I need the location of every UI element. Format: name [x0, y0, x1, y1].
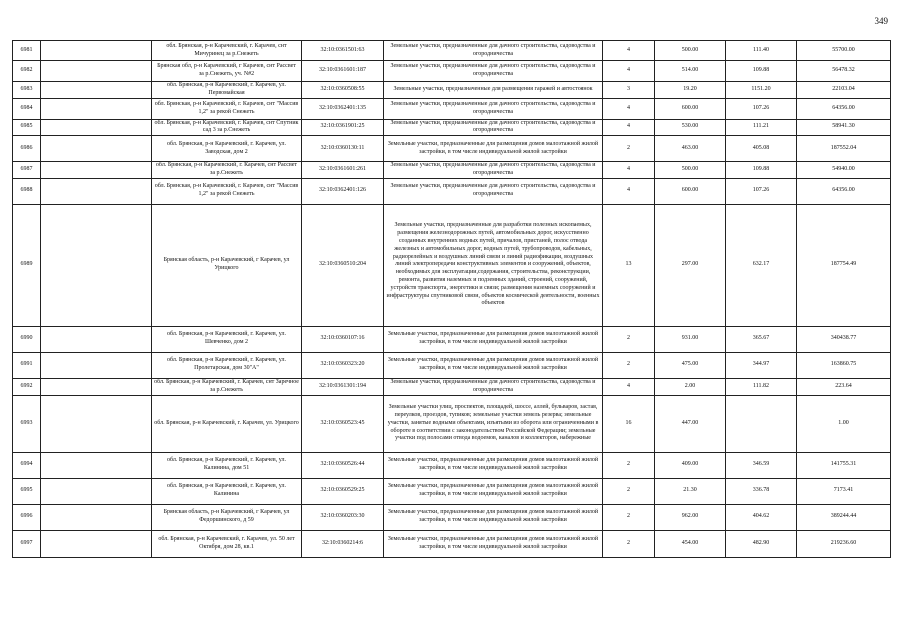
cadastral-number-cell: 32:10:0360130:11 [302, 136, 384, 162]
address-cell: обл. Брянская, р-н Карачевский, г. Карачев, ул. Калинина [152, 478, 302, 504]
cadastral-number-cell: 32:10:0361601:187 [302, 61, 384, 82]
table-row [13, 162, 891, 179]
row-number: 6987 [13, 162, 41, 179]
address-cell: обл. Брянская, р-н Карачевский, г. Карачев, снт "Массив 1,2" за рекой Снежеть [152, 178, 302, 204]
cadastral-value-cell: 7173.41 [797, 478, 891, 504]
specific-value-cell: 365.67 [726, 326, 797, 352]
address-cell: обл. Брянская, р-н Карачевский, г. Карачев, ул. Первомайская [152, 82, 302, 99]
spacer-cell [41, 378, 152, 395]
area-cell: 447.00 [655, 395, 726, 452]
row-number: 6984 [13, 98, 41, 119]
page-number: 349 [874, 16, 888, 26]
area-cell: 463.00 [655, 136, 726, 162]
cadastral-value-cell: 56478.32 [797, 61, 891, 82]
use-group-cell: 13 [603, 204, 655, 326]
land-use-description-cell: Земельные участки, предназначенные для дачного строительства, садоводства и огородничества [384, 162, 603, 179]
specific-value-cell: 107.26 [726, 98, 797, 119]
table-row [13, 178, 891, 204]
specific-value-cell: 336.78 [726, 478, 797, 504]
address-cell: обл. Брянская, р-н Карачевский, г. Карачев, ул. Урицкого [152, 395, 302, 452]
cadastral-value-cell: 187754.49 [797, 204, 891, 326]
table-row [13, 98, 891, 119]
area-cell: 530.00 [655, 119, 726, 136]
use-group-cell: 4 [603, 61, 655, 82]
cadastral-value-cell: 340438.77 [797, 326, 891, 352]
cadastral-number-cell: 32:10:0361601:261 [302, 162, 384, 179]
land-use-description-cell: Земельные участки, предназначенные для размещения домов малоэтажной жилой застройки, в том числе индивидуальной жилой застройки [384, 326, 603, 352]
table-row [13, 82, 891, 99]
cadastral-number-cell: 32:10:0360323:20 [302, 352, 384, 378]
specific-value-cell: 632.17 [726, 204, 797, 326]
table-row [13, 478, 891, 504]
row-number: 6993 [13, 395, 41, 452]
address-cell: обл. Брянская, р-н Карачевский, г. Карачев, снт Рассвет за р.Снежеть [152, 162, 302, 179]
area-cell: 2.00 [655, 378, 726, 395]
table-row [13, 395, 891, 452]
land-use-description-cell: Земельные участки, предназначенные для дачного строительства, садоводства и огородничества [384, 378, 603, 395]
spacer-cell [41, 452, 152, 478]
land-use-description-cell: Земельные участки, предназначенные для дачного строительства, садоводства и огородничества [384, 41, 603, 61]
row-number: 6990 [13, 326, 41, 352]
cadastral-number-cell: 32:10:0361901:25 [302, 119, 384, 136]
area-cell: 600.00 [655, 178, 726, 204]
cadastral-number-cell: 32:10:0362401:126 [302, 178, 384, 204]
land-use-description-cell: Земельные участки, предназначенные для размещения домов малоэтажной жилой застройки, в том числе индивидуальной жилой застройки [384, 452, 603, 478]
cadastral-number-cell: 32:10:0360203:30 [302, 504, 384, 530]
land-use-description-cell: Земельные участки, предназначенные для размещения гаражей и автостоянок [384, 82, 603, 99]
address-cell: Брянская область, р-н Карачевский, г Карачев, ул Урицкого [152, 204, 302, 326]
cadastral-value-cell: 163860.75 [797, 352, 891, 378]
row-number: 6981 [13, 41, 41, 61]
area-cell: 514.00 [655, 61, 726, 82]
cadastral-number-cell: 32:10:0360529:25 [302, 478, 384, 504]
land-use-description-cell: Земельные участки, предназначенные для дачного строительства, садоводства и огородничества [384, 119, 603, 136]
land-use-description-cell: Земельные участки, предназначенные для разработки полезных ископаемых, размещения железнодорожных путей, автомобильных дорог, искусственно созданных внутренних водных путей, причалов, пристаней, полос отвода железных и автомобильных дорог, водных путей, трубопроводов, кабельных, радиорелейных и воздушных линий связи и линий радиофикации, воздушных линий электропередачи конструктивных элементов и сооружений, объектов, необходимых для эксплуатации,содержания, строительства, реконструкции, ремонта, развития наземных и подземных зданий, строений, сооружений, устройств транспорта, энергетики и связи; размещения наземных сооружений и инфраструктуры спутниковой связи, объектов космической деятельности, военных объектов [384, 204, 603, 326]
specific-value-cell: 344.97 [726, 352, 797, 378]
land-use-description-cell: Земельные участки, предназначенные для размещения домов малоэтажной жилой застройки, в том числе индивидуальной жилой застройки [384, 478, 603, 504]
cadastral-value-cell: 187552.04 [797, 136, 891, 162]
area-cell: 454.00 [655, 530, 726, 557]
land-registry-table [12, 40, 891, 558]
area-cell: 475.00 [655, 352, 726, 378]
area-cell: 962.00 [655, 504, 726, 530]
table-row [13, 119, 891, 136]
spacer-cell [41, 395, 152, 452]
cadastral-value-cell: 219236.60 [797, 530, 891, 557]
use-group-cell: 4 [603, 119, 655, 136]
cadastral-number-cell: 32:10:0360523:45 [302, 395, 384, 452]
cadastral-number-cell: 32:10:0360510:204 [302, 204, 384, 326]
table-row [13, 530, 891, 557]
cadastral-value-cell: 389244.44 [797, 504, 891, 530]
spacer-cell [41, 504, 152, 530]
use-group-cell: 2 [603, 452, 655, 478]
use-group-cell: 2 [603, 530, 655, 557]
spacer-cell [41, 98, 152, 119]
cadastral-number-cell: 32:10:0360107:16 [302, 326, 384, 352]
table-body [13, 41, 891, 558]
specific-value-cell: 404.62 [726, 504, 797, 530]
cadastral-value-cell: 64356.00 [797, 178, 891, 204]
land-use-description-cell: Земельные участки, предназначенные для дачного строительства, садоводства и огородничества [384, 98, 603, 119]
specific-value-cell: 111.21 [726, 119, 797, 136]
table-row [13, 41, 891, 61]
spacer-cell [41, 478, 152, 504]
use-group-cell: 2 [603, 136, 655, 162]
cadastral-value-cell: 54940.00 [797, 162, 891, 179]
row-number: 6991 [13, 352, 41, 378]
use-group-cell: 2 [603, 504, 655, 530]
row-number: 6983 [13, 82, 41, 99]
address-cell: обл. Брянская, р-н Карачевский, г. Карачев, ул. Шевченко, дом 2 [152, 326, 302, 352]
use-group-cell: 4 [603, 178, 655, 204]
use-group-cell: 2 [603, 352, 655, 378]
spacer-cell [41, 530, 152, 557]
row-number: 6985 [13, 119, 41, 136]
cadastral-number-cell: 32:10:0360508:55 [302, 82, 384, 99]
table-row [13, 136, 891, 162]
land-use-description-cell: Земельные участки, предназначенные для размещения домов малоэтажной жилой застройки, в том числе индивидуальной жилой застройки [384, 530, 603, 557]
spacer-cell [41, 204, 152, 326]
use-group-cell: 2 [603, 326, 655, 352]
specific-value-cell: 405.08 [726, 136, 797, 162]
cadastral-value-cell: 22103.04 [797, 82, 891, 99]
area-cell: 500.00 [655, 162, 726, 179]
table-row [13, 204, 891, 326]
land-use-description-cell: Земельные участки, предназначенные для размещения домов малоэтажной жилой застройки, в том числе индивидуальной жилой застройки [384, 136, 603, 162]
cadastral-number-cell: 32:10:0361501:63 [302, 41, 384, 61]
cadastral-number-cell: 32:10:0360214:6 [302, 530, 384, 557]
specific-value-cell: 109.88 [726, 61, 797, 82]
area-cell: 600.00 [655, 98, 726, 119]
address-cell: обл. Брянская, р-н Карачевский, г. Карачев, снт Спутник сад 3 за р.Снежеть [152, 119, 302, 136]
cadastral-value-cell: 141755.31 [797, 452, 891, 478]
specific-value-cell: 346.59 [726, 452, 797, 478]
spacer-cell [41, 326, 152, 352]
row-number: 6994 [13, 452, 41, 478]
cadastral-number-cell: 32:10:0362401:135 [302, 98, 384, 119]
address-cell: обл. Брянская, р-н Карачевский, г. Карачев, ул. Калинина, дом 51 [152, 452, 302, 478]
address-cell: Брянская обл, р-н Карачевский, г Карачев, снт Рассвет за р.Снежеть, уч. N#2 [152, 61, 302, 82]
specific-value-cell: 111.40 [726, 41, 797, 61]
use-group-cell: 3 [603, 82, 655, 99]
land-use-description-cell: Земельные участки, предназначенные для дачного строительства, садоводства и огородничества [384, 178, 603, 204]
address-cell: обл. Брянская, р-н Карачевский, г. Карачев, ул. Пролетарская, дом 30"А" [152, 352, 302, 378]
table-row [13, 452, 891, 478]
land-use-description-cell: Земельные участки улиц, проспектов, площадей, шоссе, аллей, бульваров, застав, переулков, проездов, тупиков; земельные участки земель резерва; земельные участки, занятые водными объектами, изъятыми из оборота или ограниченными в обороте в соответствии с законодательством Российской Федерации; земельные участки под полосами отвода водоемов, каналов и коллекторов, набережные [384, 395, 603, 452]
spacer-cell [41, 61, 152, 82]
spacer-cell [41, 352, 152, 378]
land-use-description-cell: Земельные участки, предназначенные для размещения домов малоэтажной жилой застройки, в том числе индивидуальной жилой застройки [384, 504, 603, 530]
row-number: 6982 [13, 61, 41, 82]
area-cell: 931.00 [655, 326, 726, 352]
cadastral-value-cell: 1.00 [797, 395, 891, 452]
table-row [13, 504, 891, 530]
address-cell: обл. Брянская, р-н Карачевский, г. Карачев, снт Заречное за р.Снежеть [152, 378, 302, 395]
row-number: 6988 [13, 178, 41, 204]
address-cell: обл. Брянская, р-н Карачевский, г. Карачев, снт "Массив 1,2" за рекой Снежеть [152, 98, 302, 119]
address-cell: Брянская область, р-н Карачевский, г Карачев, ул Федоршинского, д 59 [152, 504, 302, 530]
table-row [13, 61, 891, 82]
area-cell: 297.00 [655, 204, 726, 326]
address-cell: обл. Брянская, р-н Карачевский, г. Карачев, снт Мичуринец за р.Снежеть [152, 41, 302, 61]
address-cell: обл. Брянская, р-н Карачевский, г. Карачев, ул. Заводская, дом 2 [152, 136, 302, 162]
use-group-cell: 4 [603, 162, 655, 179]
spacer-cell [41, 178, 152, 204]
row-number: 6995 [13, 478, 41, 504]
specific-value-cell: 482.90 [726, 530, 797, 557]
table-row [13, 378, 891, 395]
area-cell: 19.20 [655, 82, 726, 99]
spacer-cell [41, 136, 152, 162]
table-row [13, 326, 891, 352]
specific-value-cell: 107.26 [726, 178, 797, 204]
specific-value-cell: 1151.20 [726, 82, 797, 99]
row-number: 6992 [13, 378, 41, 395]
row-number: 6986 [13, 136, 41, 162]
area-cell: 500.00 [655, 41, 726, 61]
specific-value-cell: 109.88 [726, 162, 797, 179]
cadastral-value-cell: 58941.30 [797, 119, 891, 136]
row-number: 6997 [13, 530, 41, 557]
area-cell: 21.30 [655, 478, 726, 504]
use-group-cell: 2 [603, 478, 655, 504]
cadastral-value-cell: 55700.00 [797, 41, 891, 61]
cadastral-value-cell: 64356.00 [797, 98, 891, 119]
cadastral-number-cell: 32:10:0361301:194 [302, 378, 384, 395]
cadastral-number-cell: 32:10:0360526:44 [302, 452, 384, 478]
spacer-cell [41, 162, 152, 179]
use-group-cell: 4 [603, 98, 655, 119]
area-cell: 409.00 [655, 452, 726, 478]
land-use-description-cell: Земельные участки, предназначенные для размещения домов малоэтажной жилой застройки, в том числе индивидуальной жилой застройки [384, 352, 603, 378]
use-group-cell: 4 [603, 41, 655, 61]
use-group-cell: 4 [603, 378, 655, 395]
land-use-description-cell: Земельные участки, предназначенные для дачного строительства, садоводства и огородничества [384, 61, 603, 82]
cadastral-value-cell: 223.64 [797, 378, 891, 395]
row-number: 6989 [13, 204, 41, 326]
use-group-cell: 16 [603, 395, 655, 452]
spacer-cell [41, 41, 152, 61]
row-number: 6996 [13, 504, 41, 530]
specific-value-cell: 111.82 [726, 378, 797, 395]
specific-value-cell [726, 395, 797, 452]
address-cell: обл. Брянская, р-н Карачевский, г. Карачев, ул. 50 лет Октября, дом 28, кв.1 [152, 530, 302, 557]
table-row [13, 352, 891, 378]
spacer-cell [41, 82, 152, 99]
spacer-cell [41, 119, 152, 136]
